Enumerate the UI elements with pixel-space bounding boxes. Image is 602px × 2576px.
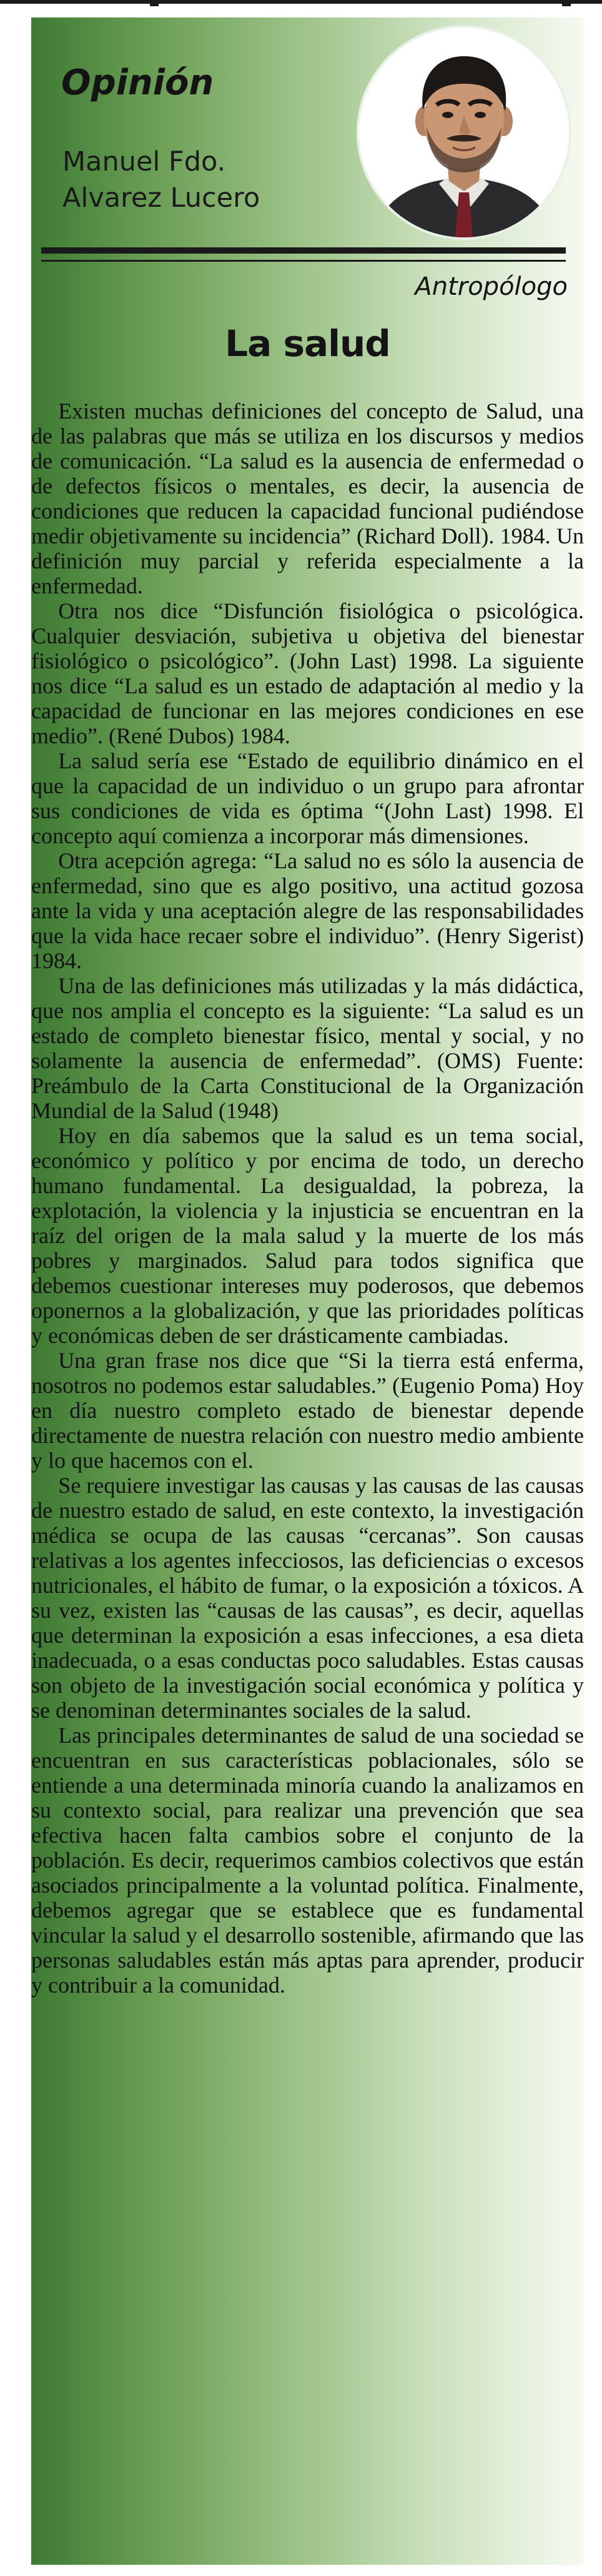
top-border-mark — [562, 0, 571, 6]
author-name-line: Manuel Fdo. — [62, 146, 226, 177]
article-paragraph: Hoy en día sabemos que la salud es un tema social, económico y político y por encima de todo, un derecho humano fundamental. La desigualdad, la pobreza, la explotación, la violencia y la injusticia se encuentran en la raíz del origen de la mala salud y la muerte de los más pobres y marginados. Salud para todos significa que debemos cuestionar intereses muy poderosos, que debemos oponernos a la globalización, y que las prioridades políticas y económicas deben de ser drásticamente cambiadas. — [31, 1123, 584, 1348]
opinion-column — [31, 17, 584, 2565]
section-label: Opinión — [61, 62, 214, 103]
author-role: Antropólogo — [415, 272, 568, 301]
top-border-mark — [150, 0, 159, 6]
article-paragraph: Una gran frase nos dice que “Si la tierra está enferma, nosotros no podemos estar saludables.” (Eugenio Poma) Hoy en día nuestro completo estado de bienestar depende directamente de nuestra relación con nuestro medio ambiente y lo que hacemos con el. — [31, 1348, 584, 1473]
header-divider — [41, 247, 566, 254]
author-portrait-icon — [359, 27, 569, 237]
article-paragraph: Una de las definiciones más utilizadas y la más didáctica, que nos amplia el concepto es la siguiente: “La salud es un estado de completo bienestar físico, mental y social, y no solamente la ausencia de enfermedad”. (OMS) Fuente: Preámbulo de la Carta Constitucional de la Organización Mundial de la Salud (1948) — [31, 973, 584, 1123]
article-paragraph: Se requiere investigar las causas y las causas de las causas de nuestro estado de salud, en este contexto, la investigación médica se ocupa de las causas “cercanas”. Son causas relativas a los agentes infecciosos, las deficiencias o excesos nutricionales, el hábito de fumar, o la exposición a tóxicos. A su vez, existen las “causas de las causas”, es decir, aquellas que determinan la exposición a esas infecciones, a esa dieta inadecuada, o a esas conductas poco saludables. Estas causas son objeto de la investigación social económica y política y se denominan determinantes sociales de la salud. — [31, 1473, 584, 1723]
article-paragraph: Las principales determinantes de salud de una sociedad se encuentran en sus características poblacionales, sólo se entiende a una determinada minoría cuando la analizamos en su contexto social, para realizar una prevención que sea efectiva hacen falta cambios sobre el conjunto de la población. Es decir, requerimos cambios colectivos que están asociados principalmente a la voluntad política. Finalmente, debemos agregar que se establece que es fundamental vincular la salud y el desarrollo sostenible, afirmando que las personas saludables están más aptas para aprender, producir y contribuir a la comunidad. — [31, 1723, 584, 1998]
author-name-line: Alvarez Lucero — [62, 182, 260, 214]
article-body — [31, 399, 584, 1998]
column-header — [31, 17, 584, 301]
top-border-rule — [0, 0, 602, 4]
author-photo — [359, 27, 569, 237]
article-paragraph: Existen muchas definiciones del concepto de Salud, una de las palabras que más se utiliza en los discursos y medios de comunicación. “La salud es la ausencia de enfermedad o de defectos físicos o mentales, es decir, la ausencia de condiciones que reducen la capacidad funcional pudiéndose medir objetivamente su incidencia” (Richard Doll). 1984. Un definición muy parcial y referida especialmente a la enfermedad. — [31, 399, 584, 598]
header-divider-thin — [41, 260, 566, 262]
article-paragraph: La salud sería ese “Estado de equilibrio dinámico en el que la capacidad de un individuo o un grupo para afrontar sus condiciones de vida es óptima “(John Last) 1998. El concepto aquí comienza a incorporar más dimensiones. — [31, 748, 584, 848]
article-paragraph: Otra nos dice “Disfunción fisiológica o psicológica. Cualquier desviación, subjetiva u objetiva del bienestar fisiológico o psicológico”. (John Last) 1998. La siguiente nos dice “La salud es un estado de adaptación al medio y la capacidad de funcionar en las mejores condiciones en ese medio”. (René Dubos) 1984. — [31, 598, 584, 748]
article-paragraph: Otra acepción agrega: “La salud no es sólo la ausencia de enfermedad, sino que es algo positivo, una actitud gozosa ante la vida y una aceptación alegre de las responsabilidades que la vida hace recaer sobre el individuo”. (Henry Sigerist) 1984. — [31, 848, 584, 973]
article-title: La salud — [225, 322, 390, 365]
author-name — [62, 144, 362, 216]
